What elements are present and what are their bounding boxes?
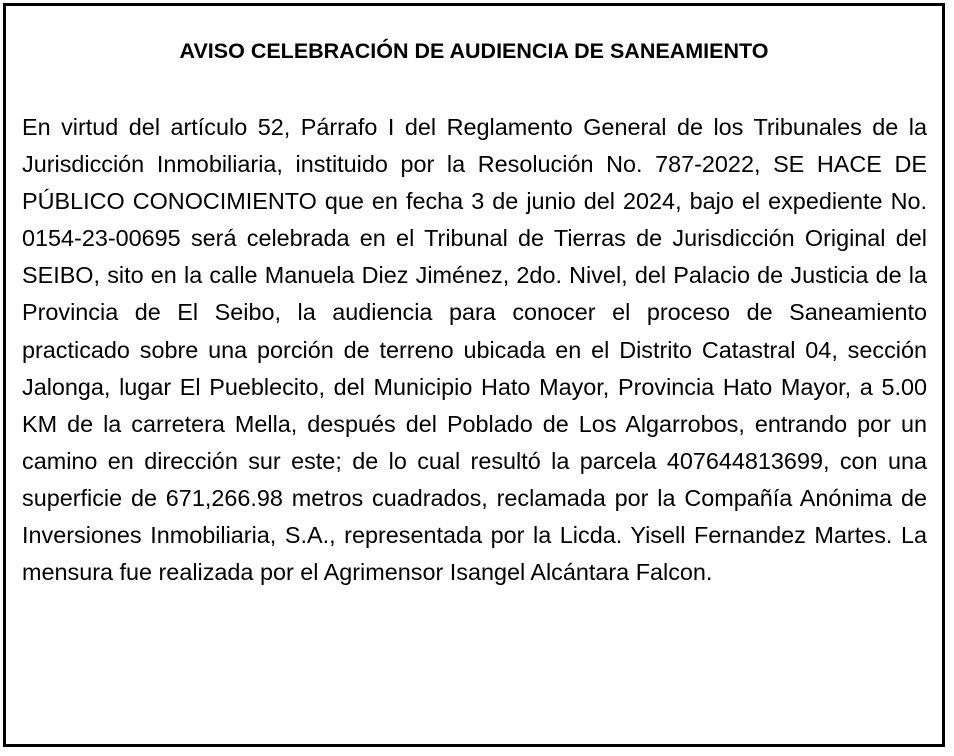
notice-body: En virtud del artículo 52, Párrafo I del Reglamento General de los Tribunales de la Jurisdicción Inmobiliaria, instituido por la Resolución No. 787-2022, SE HACE DE PÚBLICO CONOCIMIENTO que en fecha 3 de junio del 2024, bajo el expediente No. 0154-23-00695 será celebrada en el Tribunal de Tierras de Jurisdicción Original del SEIBO, sito en la calle Manuela Diez Jiménez, 2do. Nivel, del Palacio de Justicia de la Provincia de El Seibo, la audiencia para conocer el proceso de Saneamiento practicado sobre una porción de terreno ubicada en el Distrito Catastral 04, sección Jalonga, lugar El Pueblecito, del Municipio Hato Mayor, Provincia Hato Mayor, a 5.00 KM de la carretera Mella, después del Poblado de Los Algarrobos, entrando por un camino en dirección sur este; de lo cual resultó la parcela 407644813699, con una superficie de 671,266.98 metros cuadrados, reclamada por la Compañía Anónima de Inversiones Inmobiliaria, S.A., representada por la Licda. Yisell Fernandez Martes. La mensura fue realizada por el Agrimensor Isangel Alcántara Falcon. — [22, 114, 927, 586]
notice-title: AVISO CELEBRACIÓN DE AUDIENCIA DE SANEAMIENTO — [179, 39, 769, 63]
notice-box — [3, 3, 945, 747]
